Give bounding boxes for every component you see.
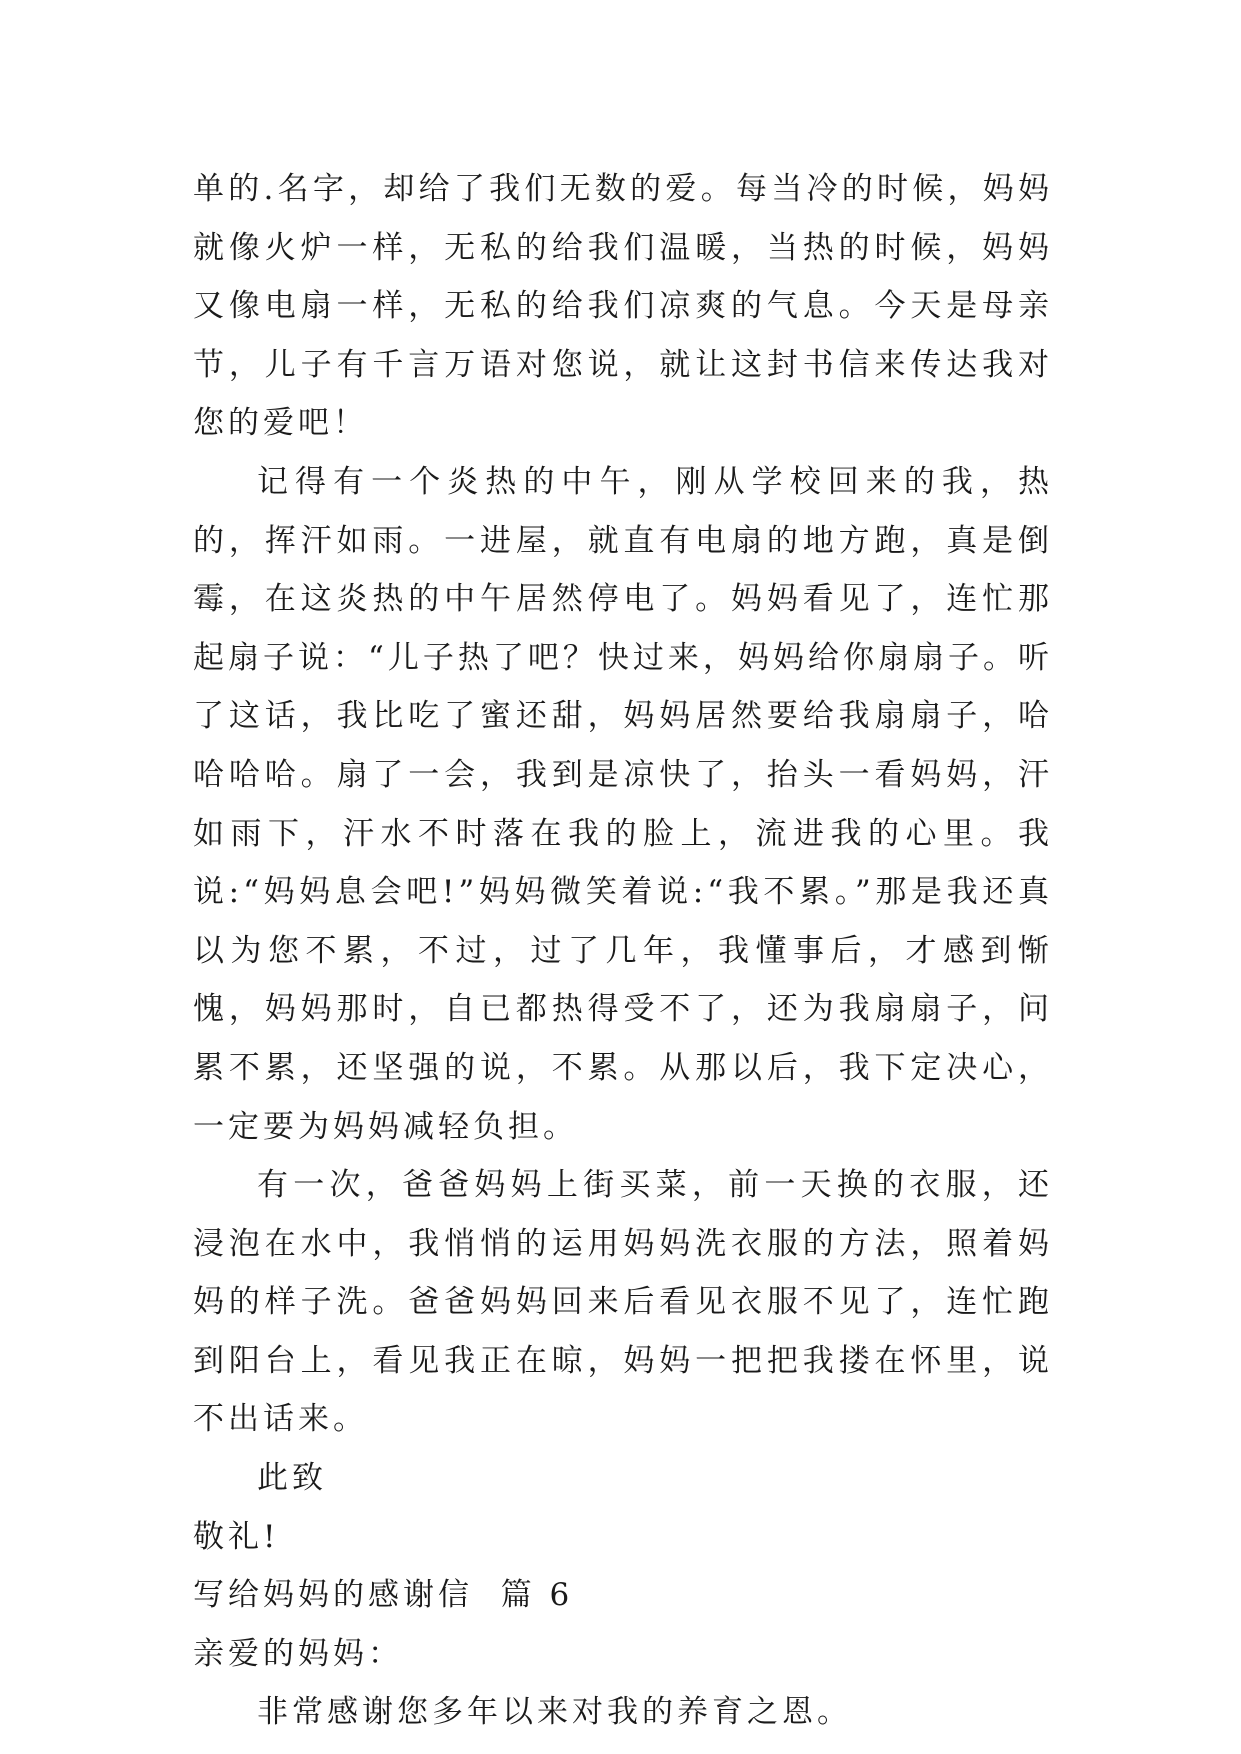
- closing-regards: 敬礼!: [193, 1518, 280, 1555]
- closing-salutation: 此致: [257, 1460, 327, 1497]
- section-heading: 写给妈妈的感谢信 篇 6: [193, 1577, 574, 1614]
- letter-salutation: 亲爱的妈妈：: [193, 1635, 403, 1672]
- paragraph-1: 单的.名字，却给了我们无数的爱。每当冷的时候，妈妈就像火炉一样，无私的给我们温暖，当热的时候，妈妈又像电扇一样，无私的给我们凉爽的气息。今天是母亲节，儿子有千言万语对您说，就让这封书信来传达我对您的爱吧！: [193, 171, 1053, 442]
- letter-body: [193, 160, 1053, 1742]
- paragraph-3: 有一次，爸爸妈妈上街买菜，前一天换的衣服，还浸泡在水中，我悄悄的运用妈妈洗衣服的方法，照着妈妈的样子洗。爸爸妈妈回来后看见衣服不见了，连忙跑到阳台上，看见我正在晾，妈妈一把把我搂在怀里，说不出话来。: [193, 1167, 1053, 1438]
- paragraph-2: 记得有一个炎热的中午，刚从学校回来的我，热的，挥汗如雨。一进屋，就直有电扇的地方跑，真是倒霉，在这炎热的中午居然停电了。妈妈看见了，连忙那起扇子说：“儿子热了吧？快过来，妈妈给你扇扇子。听了这话，我比吃了蜜还甜，妈妈居然要给我扇扇子，哈哈哈哈。扇了一会，我到是凉快了，抬头一看妈妈，汗如雨下，汗水不时落在我的脸上，流进我的心里。我说:“妈妈息会吧!”妈妈微笑着说:“我不累。”那是我还真以为您不累，不过，过了几年，我懂事后，才感到惭愧，妈妈那时，自已都热得受不了，还为我扇扇子，问累不累，还坚强的说，不累。从那以后，我下定决心，一定要为妈妈减轻负担。: [193, 463, 1053, 1145]
- paragraph-4: 非常感谢您多年以来对我的养育之恩。: [257, 1694, 852, 1731]
